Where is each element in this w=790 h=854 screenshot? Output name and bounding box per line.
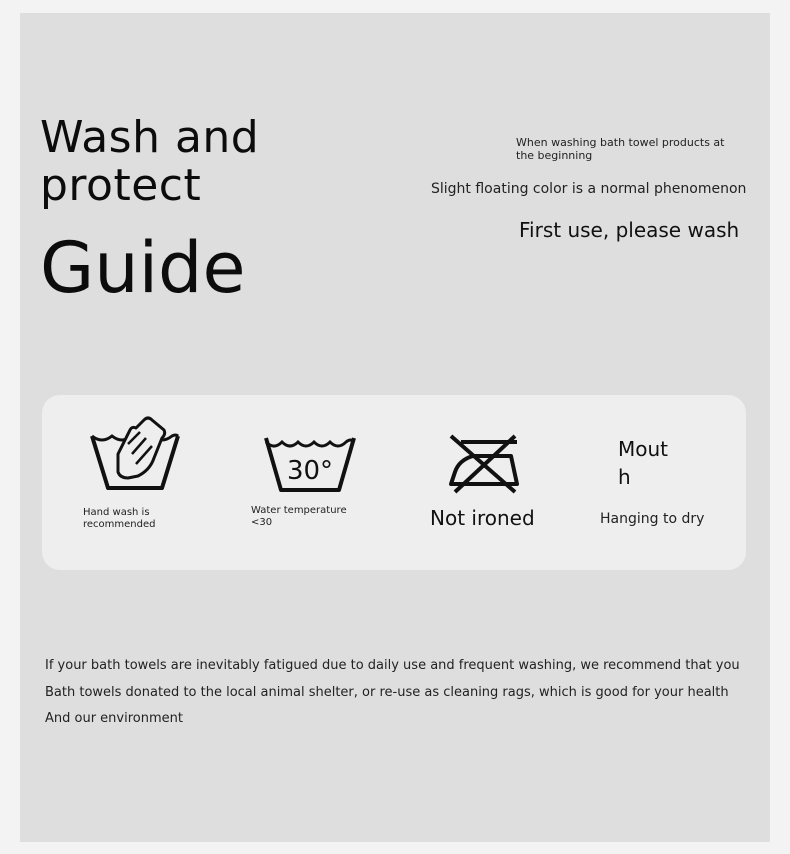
- body-text-line-2: Bath towels donated to the local animal shelter, or re-use as cleaning rags, which is good for your health: [45, 685, 729, 700]
- hang-dry-icon-line-2: h: [618, 465, 631, 489]
- guide-heading: Guide: [40, 227, 246, 309]
- title-line-2: protect: [40, 160, 202, 211]
- page-title: [40, 114, 259, 210]
- note-large: First use, please wash: [519, 218, 740, 242]
- wash-30-icon-text: 30°: [286, 456, 334, 486]
- water-temperature-label: [251, 505, 361, 529]
- note-mid: Slight floating color is a normal phenomenon: [431, 181, 747, 197]
- no-iron-icon: [445, 432, 521, 496]
- body-text-line-3: And our environment: [45, 711, 183, 726]
- hand-wash-icon: [88, 414, 184, 494]
- wash-30-icon: [263, 432, 357, 494]
- water-temperature-label-line-2: <30: [251, 517, 273, 528]
- hand-wash-label: Hand wash is recommended: [83, 507, 156, 530]
- water-temperature-label-line-1: Water temperature: [251, 505, 347, 516]
- not-ironed-label: Not ironed: [430, 506, 535, 530]
- hang-dry-icon-line-1: Mout: [618, 437, 669, 461]
- title-line-1: Wash and: [40, 112, 260, 163]
- note-small: When washing bath towel products at the beginning: [516, 136, 725, 162]
- hanging-to-dry-label: Hanging to dry: [600, 511, 705, 527]
- body-text-line-1: If your bath towels are inevitably fatigued due to daily use and frequent washing, we recommend that you: [45, 658, 740, 673]
- hang-dry-icon: [618, 435, 668, 491]
